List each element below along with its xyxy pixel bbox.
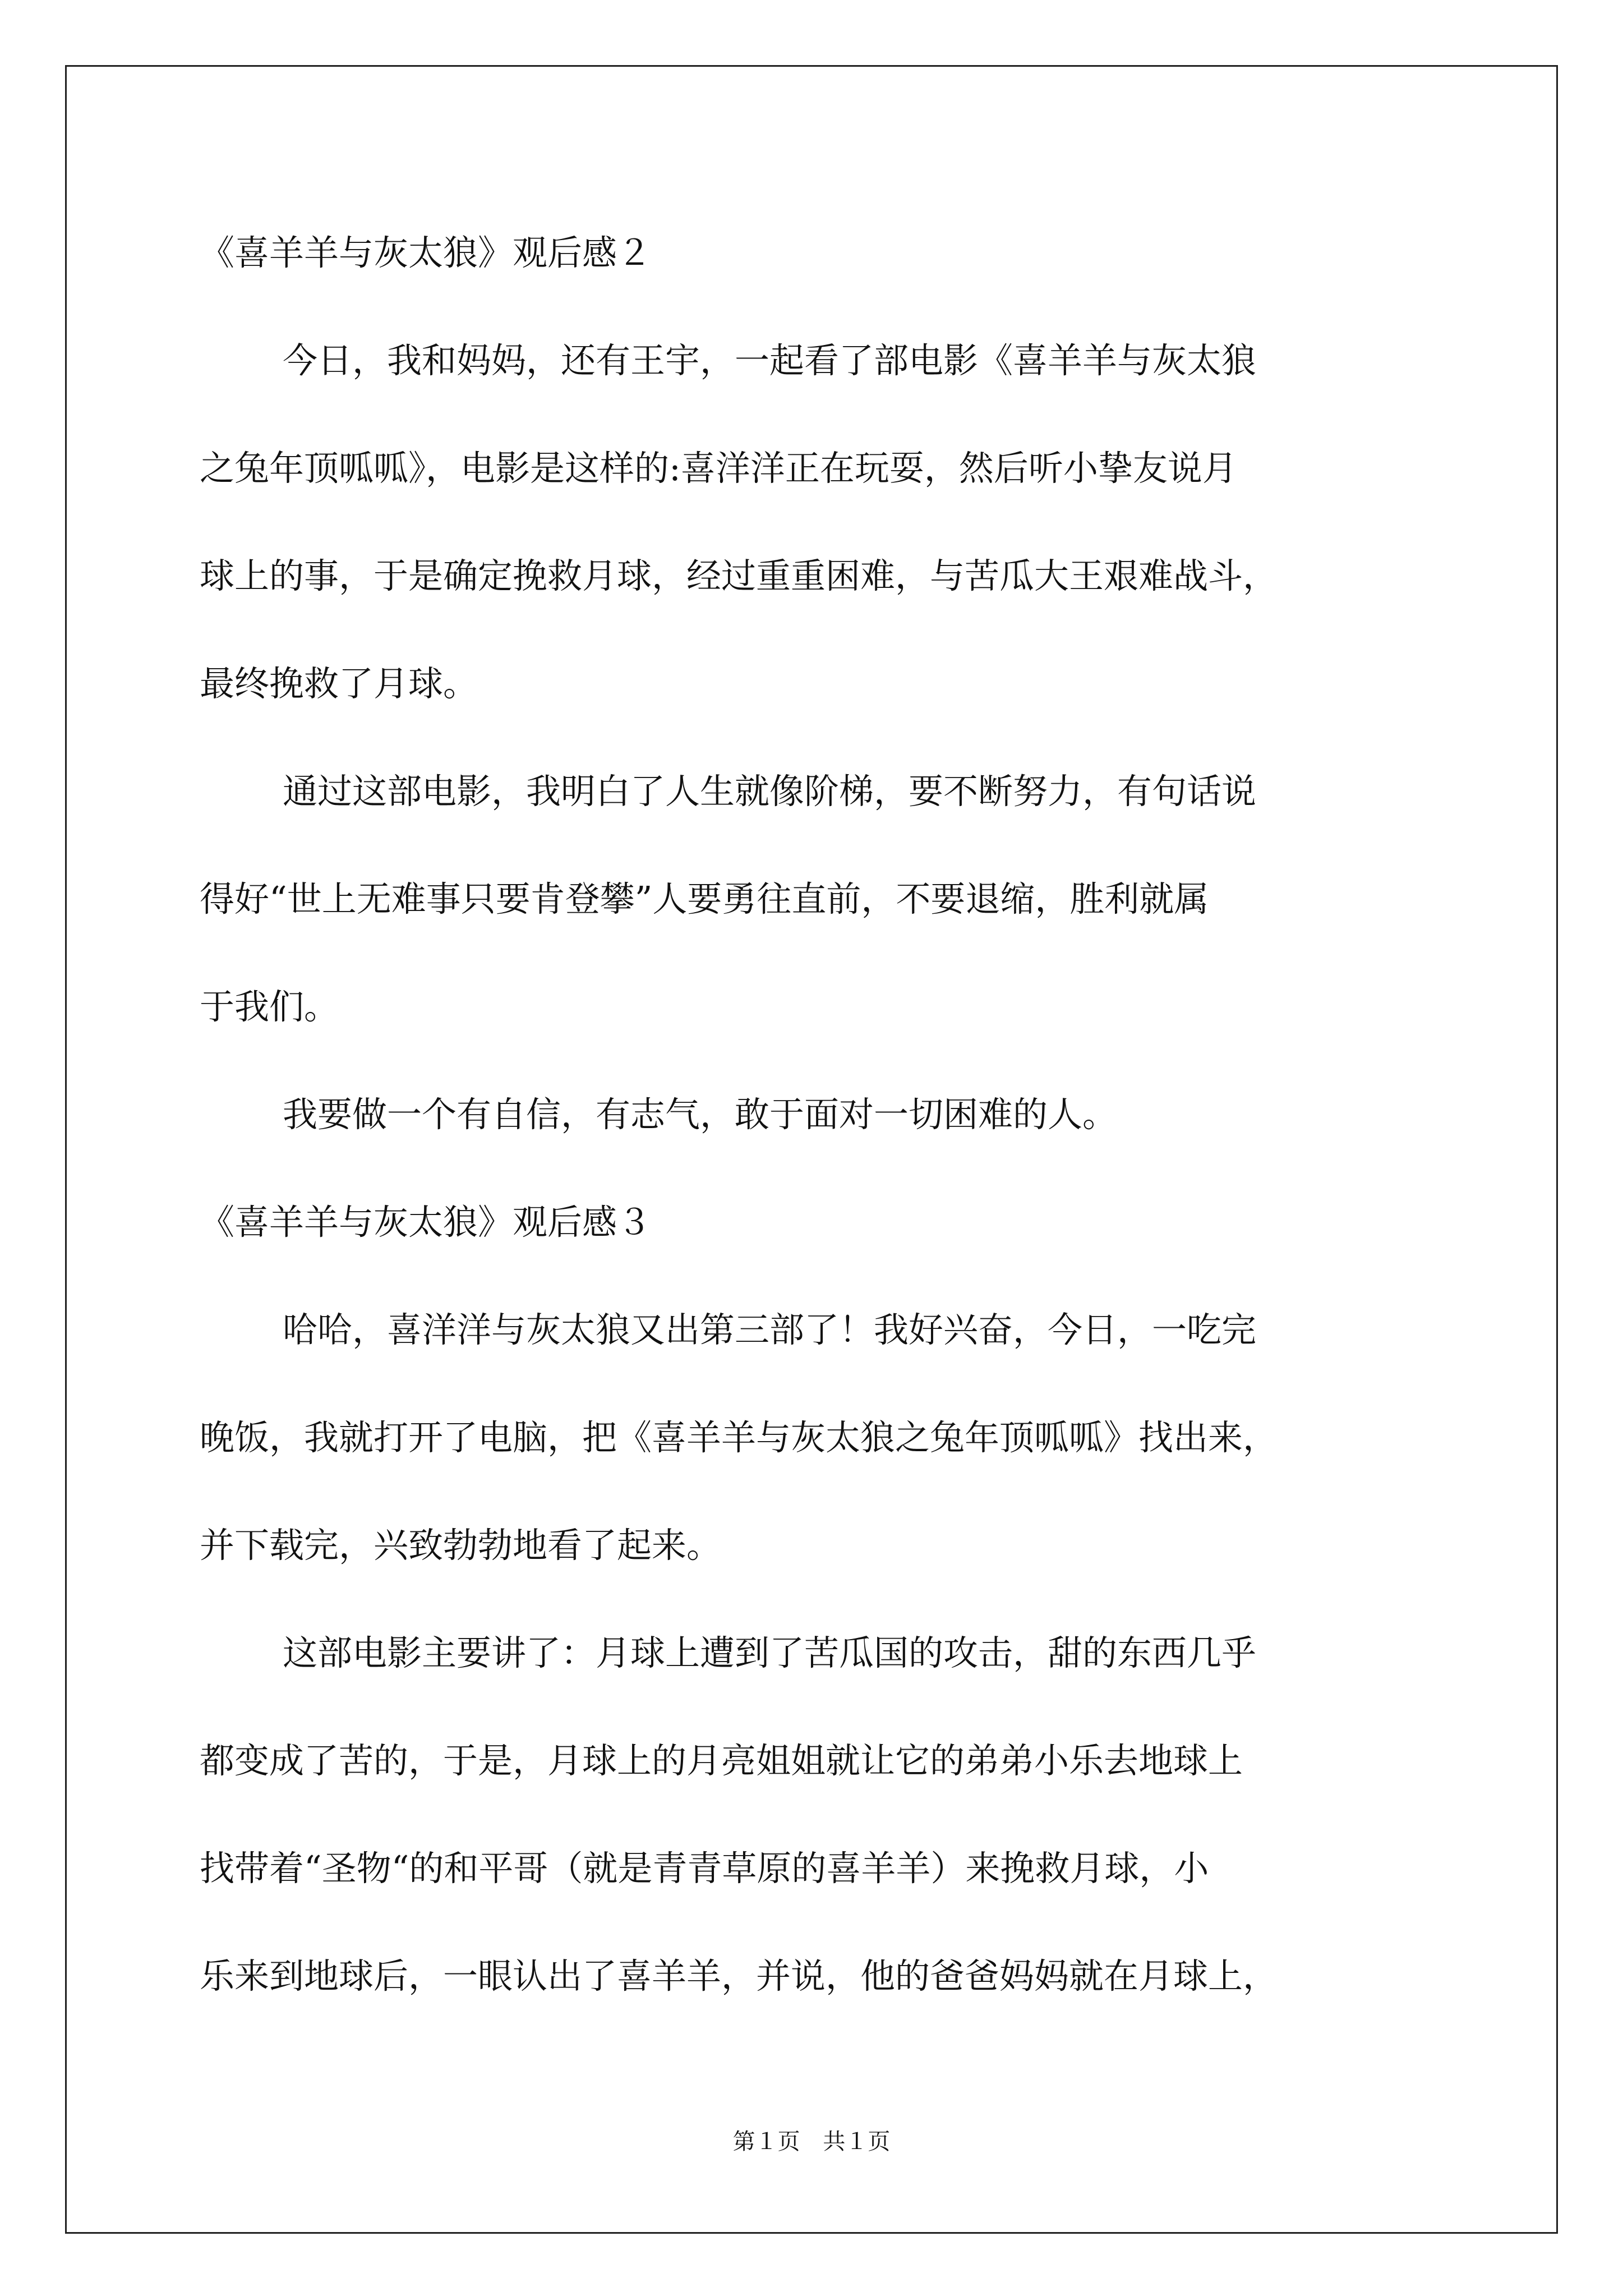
- section-heading: 《喜羊羊与灰太狼》观后感２: [200, 232, 652, 273]
- paragraph-line: 我要做一个有自信，有志气，敢于面对一切困难的人。: [283, 1094, 1118, 1135]
- paragraph-line: 都变成了苦的，于是，月球上的月亮姐姐就让它的弟弟小乐去地球上: [200, 1740, 1243, 1781]
- paragraph-line: 今日，我和妈妈，还有王宇，一起看了部电影《喜羊羊与灰太狼: [283, 340, 1257, 381]
- paragraph-line: 之兔年顶呱呱》，电影是这样的:喜洋洋正在玩耍，然后听小挚友说月: [200, 448, 1237, 489]
- page-footer: [0, 2124, 1623, 2156]
- page-total: 共１页: [823, 2129, 891, 2155]
- paragraph-line: 找带着“圣物“的和平哥（就是青青草原的喜羊羊）来挽救月球，小: [200, 1848, 1209, 1889]
- paragraph-line: 于我们。: [200, 986, 339, 1027]
- paragraph-line: 晚饭，我就打开了电脑，把《喜羊羊与灰太狼之兔年顶呱呱》找出来，: [200, 1417, 1278, 1458]
- paragraph-line: 最终挽救了月球。: [200, 663, 478, 704]
- paragraph-line: 这部电影主要讲了：月球上遭到了苦瓜国的攻击，甜的东西几乎: [283, 1632, 1257, 1673]
- section-heading: 《喜羊羊与灰太狼》观后感３: [200, 1202, 652, 1243]
- paragraph-line: 并下载完，兴致勃勃地看了起来。: [200, 1525, 722, 1566]
- paragraph-line: 通过这部电影，我明白了人生就像阶梯，要不断努力，有句话说: [283, 771, 1257, 812]
- page-border: [65, 65, 1558, 2234]
- paragraph-line: 哈哈，喜洋洋与灰太狼又出第三部了！我好兴奋，今日，一吃完: [283, 1309, 1257, 1350]
- paragraph-line: 乐来到地球后，一眼认出了喜羊羊，并说，他的爸爸妈妈就在月球上，: [200, 1955, 1278, 1996]
- paragraph-line: 得好“世上无难事只要肯登攀”人要勇往直前，不要退缩，胜利就属: [200, 878, 1209, 919]
- page-number: 第１页: [732, 2129, 800, 2155]
- paragraph-line: 球上的事，于是确定挽救月球，经过重重困难，与苦瓜大王艰难战斗，: [200, 555, 1278, 596]
